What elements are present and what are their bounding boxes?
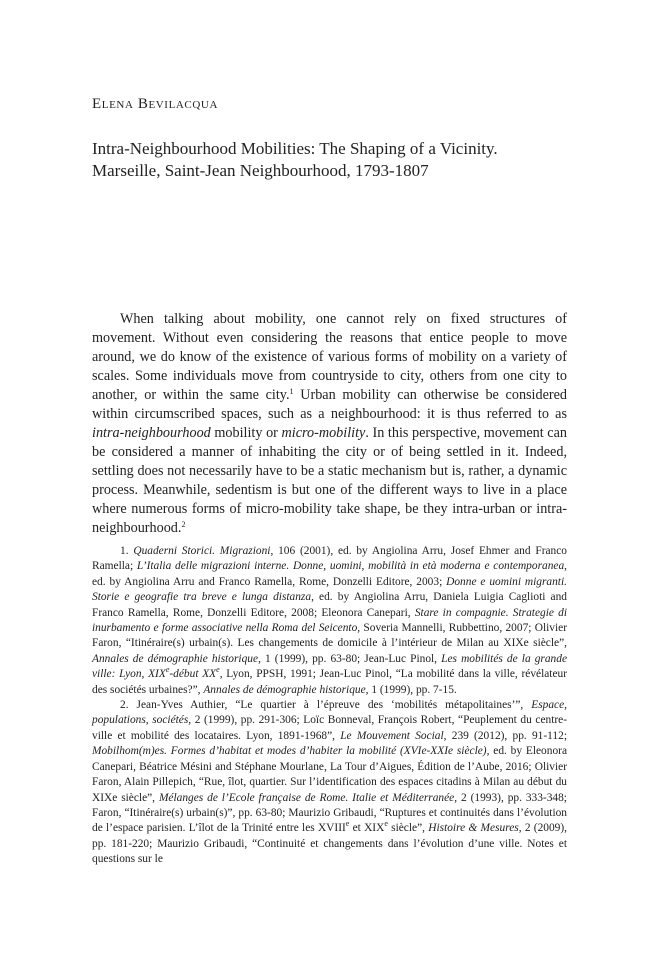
footnote-1 bbox=[92, 544, 567, 698]
title-line-2: Marseille, Saint-Jean Neighbourhood, 1793-1807 bbox=[92, 161, 429, 180]
text-run: , Soveria Mannelli, Rubbettino, 2007; Olivier Faron, “Itinéraire(s) urbain(s). Les changements de domicile à l’intérieur de Milan au XIXe siècle”, bbox=[92, 622, 567, 650]
title-line-1: Intra-Neighbourhood Mobilities: The Shaping of a Vicinity. bbox=[92, 139, 498, 158]
citation-title: Donne e uomini migranti. Storie e geografie tra breve e lunga distanza bbox=[92, 575, 567, 604]
text-run: , 2 (1999), pp. 291-306; Loïc Bonneval, François Robert, “Peuplement du centre-ville et mobilité des locataires. Lyon, 1891-1968”, bbox=[92, 714, 567, 742]
superscript: e bbox=[384, 819, 388, 829]
text-run: Urban mobility can otherwise be considered within circumscribed spaces, such as a neighbourhood: it is thus referred to as bbox=[92, 387, 568, 422]
text-run: . In this perspective, movement can be considered a manner of inhabiting the city or of being settled in it. Indeed, settling does not necessarily have to be a static mechanism but is, rather, a dynamic process. Meanwhile, sedentism is but one of the different ways to live in a place where numerous forms of micro-mobility take shape, be they intra-urban or intra-neighbourhood. bbox=[92, 425, 567, 536]
citation-title: Espace, populations, sociétés bbox=[92, 699, 568, 727]
citation-title: Mobilhom(m)es. Formes d’habitat et modes d’habiter la mobilité (XVIe-XXIe siècle) bbox=[92, 745, 487, 758]
text-run: , 1 (1999), pp. 63-80; Jean-Luc Pinol, bbox=[258, 652, 442, 665]
text-run: When talking about mobility, one cannot rely on fixed structures of movement. Without even considering the reasons that entice people to move around, we do know of the existence of various forms of mobility on a variety of scales. Some individuals move from countryside to city, others from one city to another, or within the same city. bbox=[92, 311, 567, 403]
text-run: Jean-Yves Authier, “Le quartier à l’épreuve des ‘mobilités métapolitaines’”, bbox=[136, 699, 532, 712]
text-run: , 106 (2001), ed. by Angiolina Arru, Josef Ehmer and Franco Ramella; bbox=[92, 545, 567, 573]
citation-title: Annales de démographie historique bbox=[203, 683, 366, 696]
footnote-ref-2[interactable]: 2 bbox=[181, 520, 186, 529]
text-run: , 2 (1993), pp. 333-348; Faron, “Itinéraire(s) urbain(s)”, pp. 63-80; Maurizio Gribaudi, “Ruptures et continuités dans l’évolution de l’espace parisien. L’îlot de la Trinité entre les XVIII bbox=[92, 791, 567, 835]
text-run: , ed. by Angiolina Arru, Daniela Luigia Caglioti and Franco Ramella, Rome, Donzelli Editore, 2008; Eleonora Canepari, bbox=[92, 591, 567, 619]
superscript: e bbox=[345, 819, 350, 829]
superscript: e bbox=[165, 665, 170, 675]
main-text bbox=[92, 310, 567, 538]
citation-title: L’Italia delle migrazioni interne. Donne, uomini, mobilità in età moderna e contemporanea bbox=[136, 560, 565, 573]
citation-title: Stare in compagnie. Strategie di inurbamento e forme associative nella Roma del Seicento bbox=[92, 606, 567, 635]
text-run: , 1 (1999), pp. 7-15. bbox=[365, 683, 457, 696]
text-run: , ed. by Eleonora Canepari, Béatrice Mésini and Stéphane Mourlane, La Tour d’Aigues, Édition de l’Aube, 2016; Olivier Faron, Alain Pillepich, “Rue, îlot, quartier. Sur l’identification des espaces citadins à Milan au début du XIXe siècle”, bbox=[92, 745, 567, 804]
emphasis: micro-mobility bbox=[281, 425, 366, 441]
footnote-number: 1. bbox=[120, 545, 134, 557]
article-title bbox=[92, 138, 572, 182]
citation-title: Quaderni Storici. Migrazioni bbox=[133, 545, 271, 557]
text-run: -début XX bbox=[169, 668, 217, 681]
text-run: et XIX bbox=[349, 822, 385, 835]
citation-title: Mélanges de l’Ecole française de Rome. Italie et Méditerranée bbox=[158, 791, 455, 804]
author-name: Elena Bevilacqua bbox=[92, 96, 219, 112]
text-run: siècle”, bbox=[387, 822, 429, 835]
citation-title: Histoire & Mesures bbox=[428, 822, 519, 835]
text-run: , ed. by Angiolina Arru and Franco Ramella, Rome, Donzelli Editore, 2003; bbox=[92, 560, 568, 588]
citation-title: Le Mouvement Social bbox=[340, 729, 444, 742]
footnote-2 bbox=[92, 698, 567, 867]
footnote-number: 2. bbox=[120, 699, 137, 712]
footnotes bbox=[92, 544, 567, 868]
text-run: Les mobilités de la grande ville: Lyon, XIX bbox=[92, 652, 568, 681]
text-run: , Lyon, PPSH, 1991; Jean-Luc Pinol, “La mobilité dans la ville, révélateur des sociétés urbaines?”, bbox=[92, 668, 568, 696]
body-paragraph bbox=[92, 310, 567, 538]
text-run: , 2 (2009), pp. 181-220; Maurizio Gribaudi, “Continuité et changements dans l’évolution d’une ville. Notes et questions sur le bbox=[92, 822, 567, 866]
text-run: , 239 (2012), pp. 91-112; bbox=[443, 729, 567, 742]
emphasis: intra-neighbourhood bbox=[92, 425, 211, 441]
text-run: mobility or bbox=[210, 425, 282, 441]
superscript: e bbox=[216, 665, 220, 675]
footnote-ref-1[interactable]: 1 bbox=[289, 387, 294, 396]
citation-title: Annales de démographie historique bbox=[92, 652, 259, 665]
